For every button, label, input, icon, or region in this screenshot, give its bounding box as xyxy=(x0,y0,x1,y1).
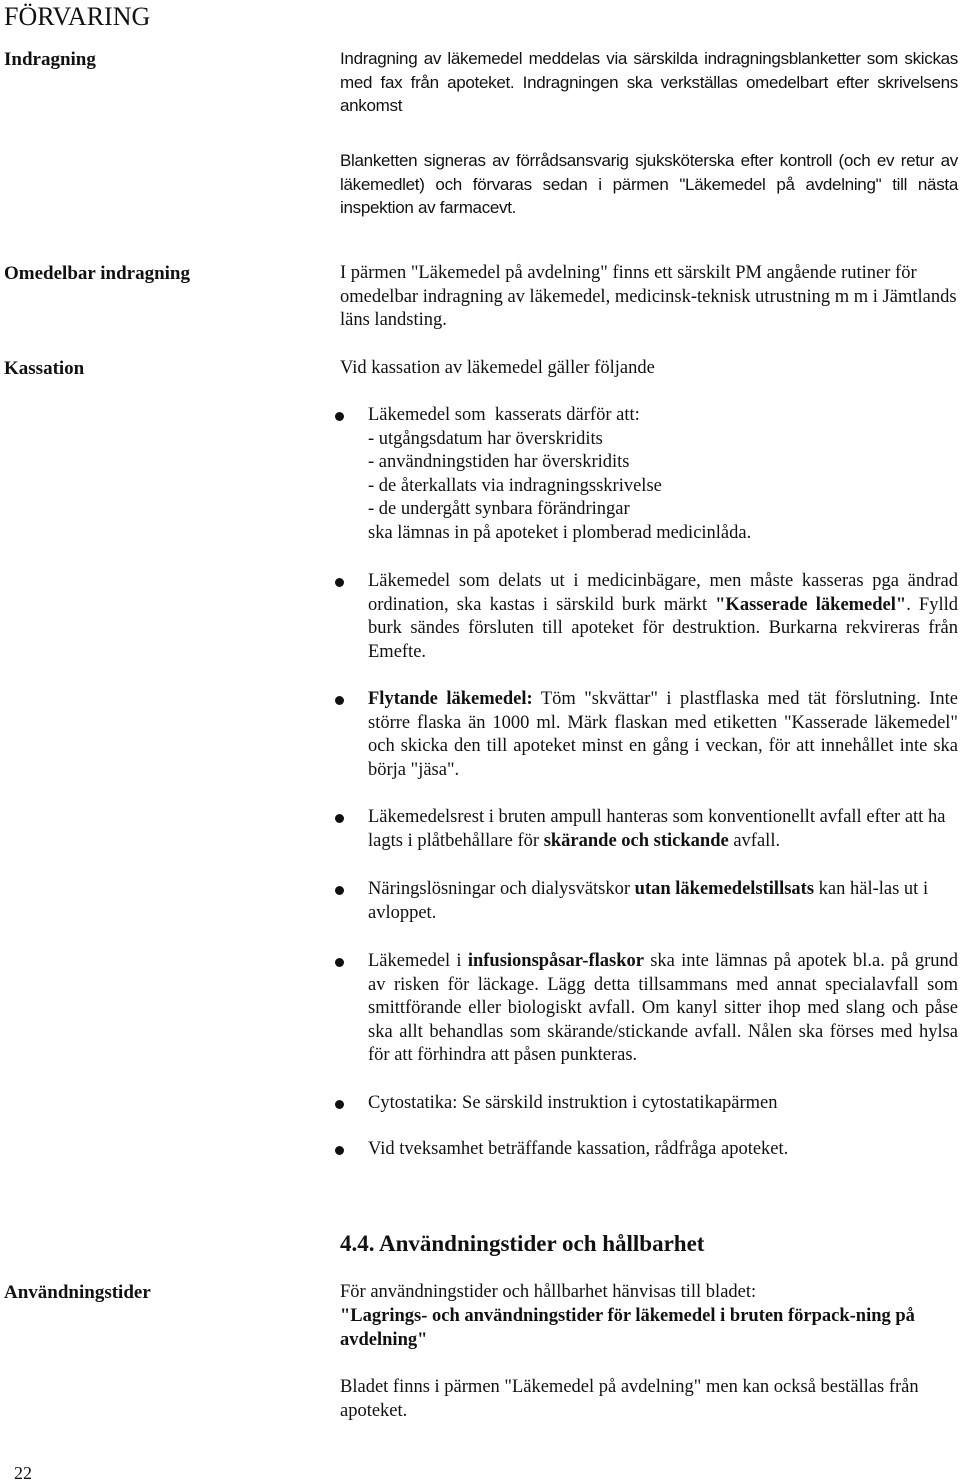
kassation-item-2-text: Läkemedel som delats ut i medicinbägare, men måste kasseras pga ändrad ordination, ska kastas i särskild burk märkt "Kasserade läkemedel". Fylld burk sändes försluten till apoteket för destruktion. Burkarna rekvireras från Emefte. xyxy=(368,571,959,662)
anvandningstider-intro: För användningstider och hållbarhet hänvisas till bladet: xyxy=(340,1282,757,1302)
section-label-omedelbar-indragning: Omedelbar indragning xyxy=(4,263,190,284)
kassation-intro: Vid kassation av läkemedel gäller följande xyxy=(340,358,655,378)
section-label-indragning: Indragning xyxy=(4,49,96,70)
page-number: 22 xyxy=(14,1463,32,1483)
bullet-icon xyxy=(335,696,344,705)
kassation-item-6-text: Läkemedel i infusionspåsar-flaskor ska inte lämnas på apotek bl.a. på grund av risken för läckage. Lägg detta tillsammans med annat specialavfall som smittförande eller biologiskt avfall. Om kanyl sitter ihop med slang och påse ska allt behandlas som skärande/stickande avfall. Nålen ska förses med hylsa för att förhindra att påsen punkteras. xyxy=(368,951,958,1065)
item-1-line: - användningstiden har överskridits xyxy=(368,452,630,472)
item-1-line: Läkemedel som kasserats därför att: xyxy=(368,405,640,425)
kassation-item-4-text: Läkemedelsrest i bruten ampull hanteras som konventionellt avfall efter att ha lagts i plåtbehållare för skärande och stickande avfall. xyxy=(368,807,946,851)
anvandningstider-reference: "Lagrings- och användningstider för läkemedel i bruten förpack-ning på avdelning" xyxy=(340,1306,915,1350)
kassation-item-3-text: Flytande läkemedel: Töm "skvättar" i plastflaska med tät förslutning. Inte större flaska än 1000 ml. Märk flaskan med etiketten "Kasserade läkemedel" och skicka den till apoteket minst en gång i veckan, för att innehållet inte ska börja "jäsa". xyxy=(368,689,958,780)
section-heading-anvandningstider: 4.4. Användningstider och hållbarhet xyxy=(340,1231,705,1256)
bullet-icon xyxy=(335,886,344,895)
kassation-item-8-text: Vid tveksamhet beträffande kassation, rådfråga apoteket. xyxy=(368,1139,789,1159)
kassation-item-1-text xyxy=(368,404,958,545)
item-1-line: - de undergått synbara förändringar xyxy=(368,499,630,519)
omedelbar-indragning-paragraph: I pärmen "Läkemedel på avdelning" finns ett särskilt PM angående rutiner för omedelbar indragning av läkemedel, medicinsk-teknisk utrustning m m i Jämtlands läns landsting. xyxy=(340,263,957,330)
indragning-paragraph-1: Indragning av läkemedel meddelas via särskilda indragningsblanketter som skickas med fax från apoteket. Indragningen ska verkställas omedelbart efter skrivelsens ankomst xyxy=(340,49,958,115)
item-1-line: ska lämnas in på apoteket i plomberad medicinlåda. xyxy=(368,522,752,543)
section-label-kassation: Kassation xyxy=(4,358,85,379)
section-label-anvandningstider: Användningstider xyxy=(4,1282,151,1303)
indragning-paragraph-2: Blanketten signeras av förrådsansvarig sjuksköterska efter kontroll (och ev retur av läkemedlet) och förvaras sedan i pärmen "Läkemedel på avdelning" till nästa inspektion av farmacevt. xyxy=(340,151,958,217)
bullet-icon xyxy=(335,1146,344,1155)
kassation-item-5-text: Näringslösningar och dialysvätskor utan läkemedelstillsats kan häl-las ut i avloppet. xyxy=(368,879,929,923)
bullet-icon xyxy=(335,958,344,967)
kassation-item-7-text: Cytostatika: Se särskild instruktion i cytostatikapärmen xyxy=(368,1093,778,1113)
anvandningstider-paragraph-2: Bladet finns i pärmen "Läkemedel på avdelning" men kan också beställas från apoteket. xyxy=(340,1377,919,1421)
bullet-icon xyxy=(335,814,344,823)
bullet-icon xyxy=(335,412,344,421)
item-1-line: - de återkallats via indragningsskrivelse xyxy=(368,475,662,496)
bullet-icon xyxy=(335,578,344,587)
item-1-line: - utgångsdatum har överskridits xyxy=(368,428,603,449)
bullet-icon xyxy=(335,1100,344,1109)
page-title: FÖRVARING xyxy=(4,2,151,31)
